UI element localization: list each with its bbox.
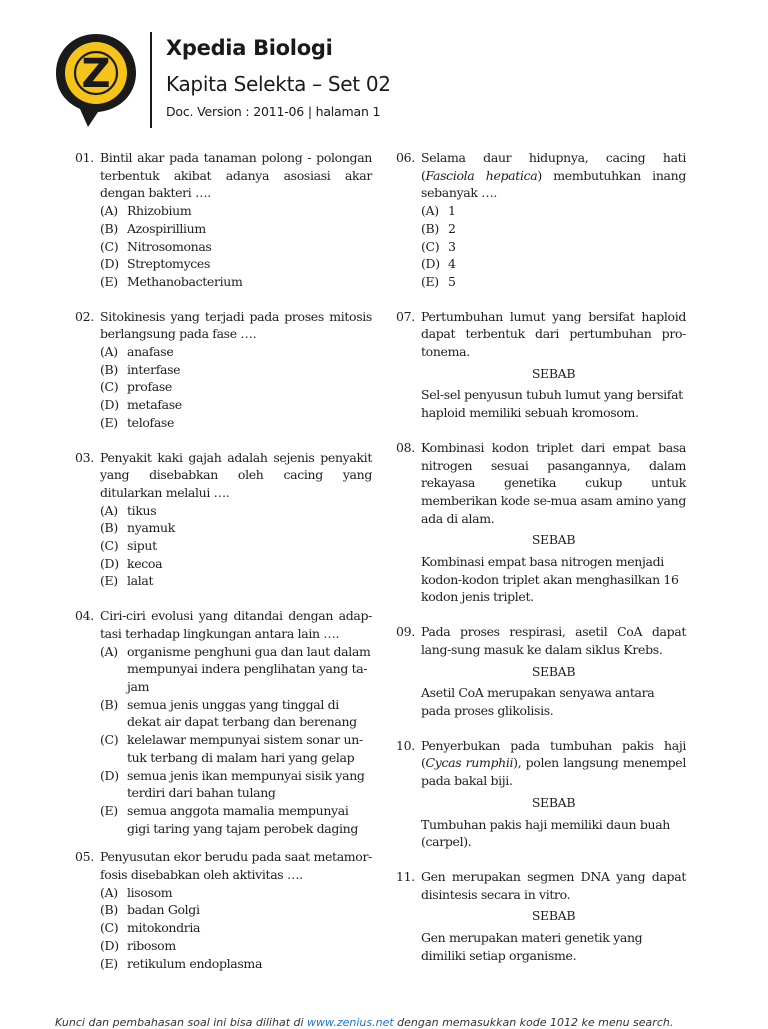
question-text: Pada proses respirasi, asetil CoA dapat lang-sung masuk ke dalam siklus Krebs.: [421, 624, 686, 657]
option-a: (A) anafase: [100, 344, 174, 360]
option-a: (A) 1: [421, 203, 456, 219]
question-08: [396, 439, 686, 606]
option-b: (B) nyamuk: [100, 520, 175, 536]
option-b: (B) semua jenis unggas yang tinggal di dekat air dapat terbang dan berenang: [100, 696, 357, 730]
option-a: (A) Rhizobium: [100, 203, 192, 219]
question-number: 02.: [75, 308, 94, 324]
question-number: 08.: [396, 439, 415, 455]
question-04: [75, 607, 372, 837]
zenius-logo: [52, 30, 140, 130]
option-c: (C) 3: [421, 238, 456, 254]
sebab-label: SEBAB: [531, 908, 576, 924]
option-d: (D) Streptomyces: [100, 256, 211, 272]
right-column: [396, 149, 686, 964]
sebab-label: SEBAB: [531, 532, 576, 548]
option-c: (C) siput: [100, 538, 157, 554]
option-e: (E) semua anggota mamalia mempunyai gigi taring yang tajam perobek daging: [100, 802, 359, 836]
species-name: Fasciola hepatica: [425, 167, 538, 183]
sebab-label: SEBAB: [531, 365, 576, 381]
question-09: [396, 623, 686, 720]
question-text: Bintil akar pada tanaman polong - polongan terbentuk akibat adanya asosiasi akar dengan bakteri ….: [100, 150, 372, 201]
question-number: 09.: [396, 624, 415, 640]
reason-text: Sel-sel penyusun tubuh lumut yang bersifat haploid memiliki sebuah kromosom.: [421, 387, 683, 421]
question-text: Penyerbukan pada tumbuhan pakis haji (Cycas rumphii), polen langsung menempel pada bakal biji.: [421, 737, 686, 789]
option-a: (A) lisosom: [100, 884, 173, 900]
option-d: (D) metafase: [100, 397, 182, 413]
option-a: (A) tikus: [100, 502, 157, 518]
option-b: (B) interfase: [100, 361, 181, 377]
question-number: 11.: [396, 868, 415, 884]
question-text: Kombinasi kodon triplet dari empat basa nitrogen sesuai pasangannya, dalam rekayasa genetika cukup untuk memberikan kode se-mua asam amino yang ada di alam.: [421, 439, 686, 526]
question-number: 04.: [75, 608, 94, 624]
option-e: (E) 5: [421, 273, 456, 289]
question-text: Penyusutan ekor berudu pada saat metamor-fosis disebabkan oleh aktivitas ….: [100, 849, 372, 883]
question-10: [396, 737, 686, 851]
option-a: (A) organisme penghuni gua dan laut dalam mempunyai indera penglihatan yang ta-jam: [100, 643, 371, 694]
option-e: (E) telofase: [100, 414, 175, 430]
option-c: (C) profase: [100, 379, 172, 395]
document-subtitle: Kapita Selekta – Set 02: [166, 72, 391, 96]
question-11: [396, 868, 686, 965]
option-e: (E) retikulum endoplasma: [100, 955, 263, 971]
question-number: 05.: [75, 849, 94, 865]
brand-title: Xpedia Biologi: [166, 36, 333, 60]
option-d: (D) kecoa: [100, 555, 163, 571]
question-03: [75, 449, 372, 591]
option-b: (B) badan Golgi: [100, 902, 200, 918]
question-number: 10.: [396, 737, 415, 753]
question-01: [75, 149, 372, 291]
question-06: [396, 149, 686, 291]
question-text: Pertumbuhan lumut yang bersifat haploid dapat terbentuk dari pertumbuhan pro-tonema.: [421, 308, 686, 360]
left-column: [75, 149, 372, 972]
species-name: Cycas rumphii: [425, 755, 514, 771]
reason-text: Tumbuhan pakis haji memiliki daun buah (carpel).: [421, 816, 671, 850]
question-07: [396, 308, 686, 422]
footer-note: Kunci dan pembahasan soal ini bisa dilihat di www.zenius.net dengan memasukkan kode 1012 ke menu search.: [55, 1016, 674, 1029]
option-e: (E) lalat: [100, 573, 154, 589]
option-d: (D) ribosom: [100, 937, 176, 953]
option-d: (D) 4: [421, 256, 456, 272]
question-text: Penyakit kaki gajah adalah sejenis penyakit yang disebabkan oleh cacing yang ditularkan melalui ….: [100, 449, 372, 500]
sebab-label: SEBAB: [531, 794, 576, 810]
header-divider: [150, 32, 152, 128]
question-text: Sitokinesis yang terjadi pada proses mitosis berlangsung pada fase ….: [100, 308, 372, 342]
option-b: (B) 2: [421, 220, 456, 236]
sebab-label: SEBAB: [531, 663, 576, 679]
option-d: (D) semua jenis ikan mempunyai sisik yang terdiri dari bahan tulang: [100, 767, 365, 801]
question-number: 03.: [75, 449, 94, 465]
logo-letter: Z: [81, 51, 111, 97]
footer-link[interactable]: www.zenius.net: [307, 1016, 394, 1029]
question-02: [75, 308, 372, 432]
question-text: Ciri-ciri evolusi yang ditandai dengan adap-tasi terhadap lingkungan antara lain ….: [100, 608, 372, 641]
reason-text: Gen merupakan materi genetik yang dimiliki setiap organisme.: [421, 930, 643, 963]
reason-text: Asetil CoA merupakan senyawa antara pada proses glikolisis.: [421, 685, 655, 718]
question-text: Selama daur hidupnya, cacing hati (Fasciola hepatica) membutuhkan inang sebanyak ….: [421, 150, 686, 201]
question-number: 06.: [396, 150, 415, 165]
question-text: Gen merupakan segmen DNA yang dapat disintesis secara in vitro.: [421, 868, 686, 902]
question-number: 07.: [396, 308, 415, 324]
question-number: 01.: [75, 150, 94, 165]
doc-version: Doc. Version : 2011-06 | halaman 1: [166, 104, 381, 119]
question-05: [75, 848, 372, 972]
option-e: (E) Methanobacterium: [100, 273, 243, 289]
option-c: (C) mitokondria: [100, 920, 201, 936]
option-c: (C) Nitrosomonas: [100, 238, 212, 254]
option-c: (C) kelelawar mempunyai sistem sonar un-tuk terbang di malam hari yang gelap: [100, 732, 363, 765]
option-b: (B) Azospirillium: [100, 220, 206, 236]
reason-text: Kombinasi empat basa nitrogen menjadi kodon-kodon triplet akan menghasilkan 16 kodon jenis triplet.: [421, 554, 679, 605]
